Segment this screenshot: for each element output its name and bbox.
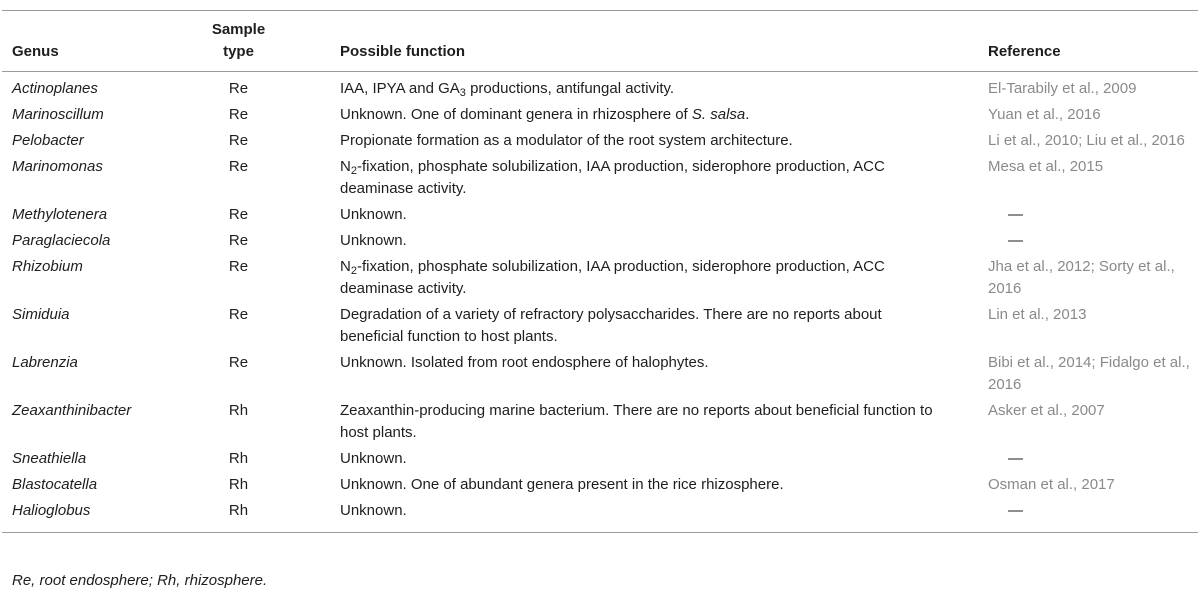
- possible-function-cell: $N_2$-fixation, phosphate solubilization, IAA production, siderophore production, ACC deaminase activity.: [340, 258, 885, 297]
- reference-cell: Lin et al., 2013: [988, 306, 1087, 323]
- possible-function-cell: Unknown.: [340, 206, 407, 223]
- possible-function-cell: Degradation of a variety of refractory polysaccharides. There are no reports about beneficial function to host plants.: [340, 306, 882, 345]
- reference-cell: —: [1008, 232, 1023, 249]
- reference-cell: Bibi et al., 2014; Fidalgo et al., 2016: [988, 354, 1190, 393]
- sample-type-cell: Re: [228, 106, 249, 123]
- sample-type-cell: Re: [228, 206, 249, 223]
- header-row: [2, 11, 1198, 71]
- genus-cell: Pelobacter: [12, 132, 84, 149]
- sample-type-cell: Rh: [228, 450, 249, 467]
- sample-type-cell: Rh: [228, 502, 249, 519]
- reference-cell: Asker et al., 2007: [988, 402, 1105, 419]
- table-row: [2, 104, 1198, 130]
- table-row: [2, 204, 1198, 230]
- genus-table: [0, 10, 1200, 533]
- table-row: [2, 474, 1198, 500]
- sample-type-cell: Rh: [228, 402, 249, 419]
- sample-type-cell: Re: [228, 258, 249, 275]
- possible-function-cell: Zeaxanthin-producing marine bacterium. There are no reports about beneficial function to host plants.: [340, 402, 933, 441]
- possible-function-cell: Unknown. Isolated from root endosphere of halophytes.: [340, 354, 709, 371]
- genus-cell: Halioglobus: [12, 502, 91, 519]
- genus-cell: Methylotenera: [12, 206, 108, 223]
- sample-type-cell: Re: [228, 80, 249, 97]
- reference-cell: Jha et al., 2012; Sorty et al., 2016: [988, 258, 1175, 297]
- possible-function-cell: IAA, IPYA and $GA_3$ productions, antifungal activity.: [340, 80, 675, 99]
- table-row: [2, 400, 1198, 448]
- sample-type-cell: Re: [228, 232, 249, 249]
- sample-type-cell: Re: [228, 354, 249, 371]
- possible-function-cell: Unknown. One of dominant genera in rhizosphere of S. salsa.: [340, 106, 750, 123]
- table-row: [2, 448, 1198, 474]
- header-sample-type: Sample type: [211, 21, 266, 60]
- possible-function-cell: $N_2$-fixation, phosphate solubilization, IAA production, siderophore production, ACC deaminase activity.: [340, 158, 885, 197]
- table: [2, 11, 1198, 526]
- possible-function-cell: Unknown. One of abundant genera present in the rice rhizosphere.: [340, 476, 784, 493]
- reference-cell: Li et al., 2010; Liu et al., 2016: [988, 132, 1185, 149]
- possible-function-cell: Propionate formation as a modulator of the root system architecture.: [340, 132, 793, 149]
- bottom-rule: [2, 532, 1198, 533]
- genus-cell: Marinomonas: [12, 158, 103, 175]
- reference-cell: —: [1008, 206, 1023, 223]
- sample-type-cell: Re: [228, 158, 249, 175]
- genus-cell: Sneathiella: [12, 450, 87, 467]
- header-reference: Reference: [988, 43, 1061, 60]
- genus-cell: Simiduia: [12, 306, 70, 323]
- genus-cell: Paraglaciecola: [12, 232, 111, 249]
- header-genus: Genus: [12, 43, 59, 60]
- genus-cell: Blastocatella: [12, 476, 98, 493]
- sample-type-cell: Re: [228, 132, 249, 149]
- table-row: [2, 72, 1198, 104]
- table-row: [2, 156, 1198, 204]
- table-footnote: Re, root endosphere; Rh, rhizosphere.: [12, 572, 268, 589]
- table-row: [2, 500, 1198, 526]
- reference-cell: Yuan et al., 2016: [988, 106, 1101, 123]
- reference-cell: El-Tarabily et al., 2009: [988, 80, 1137, 97]
- reference-cell: —: [1008, 502, 1023, 519]
- table-row: [2, 352, 1198, 400]
- table-row: [2, 304, 1198, 352]
- sample-type-cell: Re: [228, 306, 249, 323]
- genus-cell: Rhizobium: [12, 258, 83, 275]
- table-row: [2, 130, 1198, 156]
- sample-type-cell: Rh: [228, 476, 249, 493]
- possible-function-cell: Unknown.: [340, 232, 407, 249]
- reference-cell: —: [1008, 450, 1023, 467]
- genus-cell: Actinoplanes: [12, 80, 98, 97]
- header-possible-function: Possible function: [340, 43, 466, 60]
- genus-cell: Zeaxanthinibacter: [12, 402, 132, 419]
- possible-function-cell: Unknown.: [340, 450, 407, 467]
- table-row: [2, 256, 1198, 304]
- possible-function-cell: Unknown.: [340, 502, 407, 519]
- table-row: [2, 230, 1198, 256]
- genus-cell: Marinoscillum: [12, 106, 104, 123]
- reference-cell: Mesa et al., 2015: [988, 158, 1104, 175]
- reference-cell: Osman et al., 2017: [988, 476, 1115, 493]
- genus-cell: Labrenzia: [12, 354, 78, 371]
